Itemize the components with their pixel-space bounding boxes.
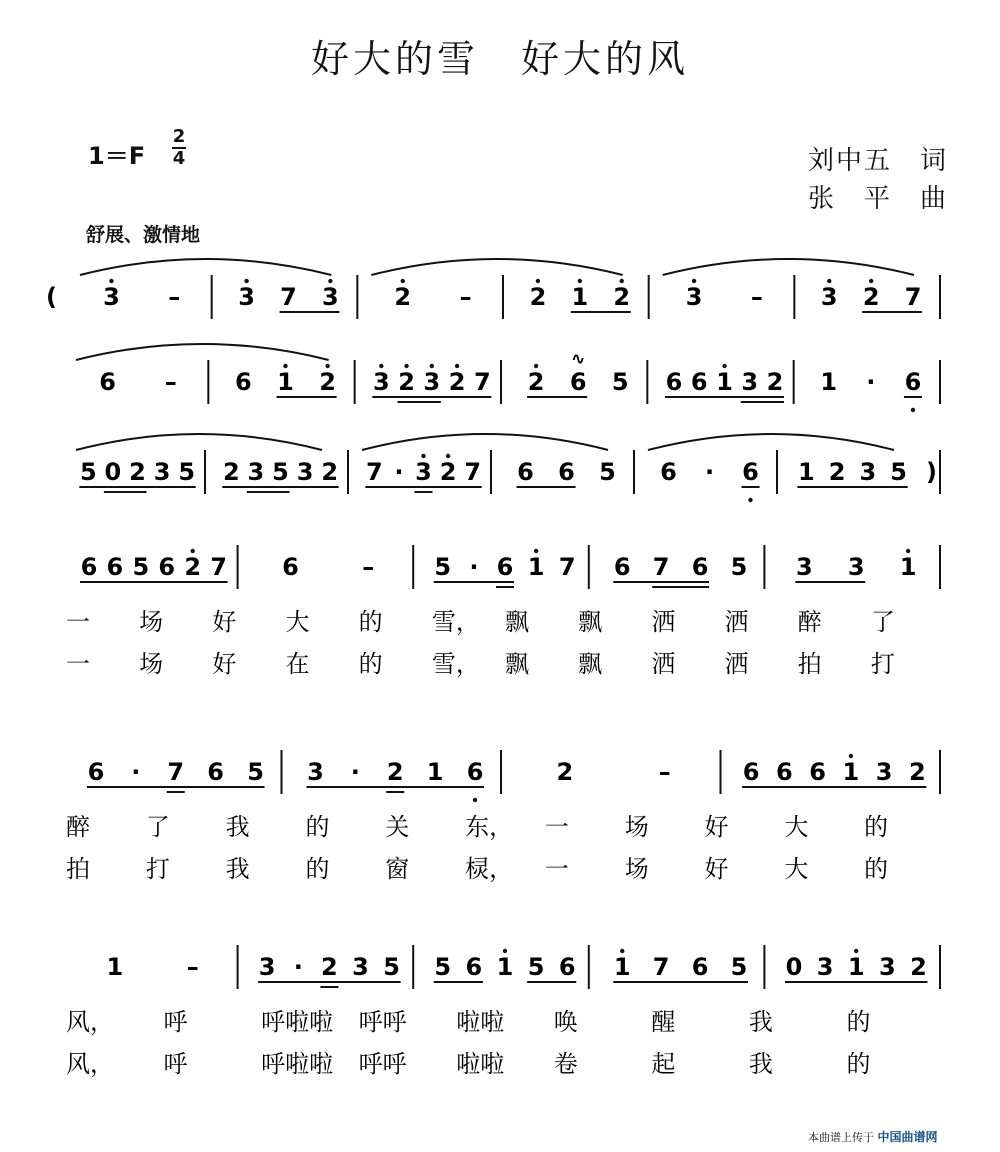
high-octave-dot [430, 364, 434, 368]
time-signature-top: 2 [172, 126, 186, 147]
lyric-syllable: 大 [784, 855, 809, 883]
note: 6 [660, 458, 677, 486]
note: 3 [423, 368, 441, 396]
note: 6 [558, 458, 575, 486]
lyric-syllable: 大 [285, 608, 310, 636]
high-octave-dot [906, 549, 910, 553]
note: 1 [571, 283, 589, 311]
lyric-syllable: 呼 [163, 1050, 188, 1078]
note: 5 [611, 368, 629, 396]
lyric-syllable: 起 [651, 1050, 676, 1078]
lyric-syllable: 的 [846, 1050, 871, 1078]
lyric-syllable: 我 [225, 855, 250, 883]
measure [613, 949, 748, 982]
high-octave-dot [325, 364, 329, 368]
lyric-syllable: 场 [139, 608, 164, 636]
note: 1 [798, 458, 815, 486]
lyric-syllable: 关 [385, 813, 410, 841]
measure [530, 279, 631, 312]
measure [103, 279, 180, 311]
note: 5 [178, 458, 196, 486]
note: 3 [258, 953, 276, 981]
lyric-syllable: 风， [66, 1008, 114, 1036]
lyric-syllable: 呼呼 [358, 1008, 407, 1036]
note: 3 [859, 458, 877, 486]
note: 5 [599, 458, 616, 486]
note: 5 [890, 458, 907, 486]
note: 5 [272, 458, 289, 486]
lyric-syllable: 啦啦 [456, 1050, 505, 1078]
note: 5 [730, 953, 748, 981]
note: 2 [129, 458, 146, 486]
note: 1 [842, 758, 860, 786]
low-octave-dot [473, 798, 477, 802]
note: 2 [398, 368, 415, 396]
note: 3 [820, 283, 838, 311]
note: 2 [910, 953, 927, 981]
measure [785, 949, 927, 982]
measure [80, 549, 228, 582]
note: 5 [527, 953, 545, 981]
note: 6 [613, 553, 631, 581]
note: 3 [816, 953, 834, 981]
high-octave-dot [244, 279, 248, 283]
intro-open-paren: ( [46, 283, 57, 311]
measure [282, 553, 374, 581]
measure [821, 279, 922, 312]
high-octave-dot [578, 279, 582, 283]
note: 3 [795, 553, 813, 581]
note: · [866, 368, 876, 396]
lyric-syllable: 的 [846, 1008, 871, 1036]
footer-text: 本曲谱上传于 [808, 1131, 874, 1144]
note: 1 [847, 953, 865, 981]
high-octave-dot [109, 279, 113, 283]
lyric-syllable: 棂， [465, 855, 514, 883]
note: 7 [210, 553, 227, 581]
high-octave-dot [379, 364, 383, 368]
lyric-syllable: 我 [748, 1050, 773, 1078]
lyric-syllable: 好 [212, 650, 237, 678]
lyric-syllable: 一 [544, 813, 569, 841]
lyric-syllable: 一 [66, 608, 90, 636]
lyric-syllable: 好 [212, 608, 237, 636]
note: 6 [235, 368, 252, 396]
intro-close-paren: ) [926, 458, 937, 486]
lyric-syllable: 唤 [553, 1008, 578, 1036]
note: 3 [247, 458, 265, 486]
note: 0 [785, 953, 803, 981]
dash-extension: – [164, 368, 177, 396]
high-octave-dot [869, 279, 873, 283]
note: 7 [464, 458, 482, 486]
note: 6 [207, 758, 225, 786]
note: 6 [282, 553, 299, 581]
measure [557, 758, 671, 786]
note: · [293, 953, 303, 981]
lyric-syllable: 我 [225, 813, 250, 841]
note: · [131, 758, 141, 786]
lyric-syllable: 风， [66, 1050, 114, 1078]
note: 2 [319, 368, 336, 396]
slur-arc [371, 259, 622, 275]
note: 5 [383, 953, 400, 981]
lyric-syllable: 打 [870, 650, 895, 678]
lyric-syllable: 在 [285, 650, 310, 678]
dash-extension: – [168, 283, 181, 311]
composer-credit: 张 平 曲 [808, 184, 949, 214]
lyric-syllable: 洒 [724, 650, 749, 678]
slur-arc [648, 434, 894, 450]
lyric-syllable: 飘 [505, 650, 529, 678]
note: 6 [690, 368, 708, 396]
high-octave-dot [446, 454, 450, 458]
low-octave-dot [748, 498, 752, 502]
measure [660, 458, 759, 502]
high-octave-dot [620, 279, 624, 283]
song-title: 好大的雪 好大的风 [310, 37, 689, 81]
lyric-syllable: 的 [358, 650, 383, 678]
note: 6 [558, 953, 576, 981]
high-octave-dot [404, 364, 408, 368]
slur-arc [76, 344, 329, 360]
system-5 [66, 750, 940, 883]
lyric-syllable: 洒 [724, 608, 749, 636]
lyricist-credit: 刘中五 词 [808, 146, 949, 176]
measure [372, 364, 491, 402]
note: 2 [828, 458, 846, 486]
note: 7 [474, 368, 491, 396]
lyric-syllable: 洒 [651, 650, 676, 678]
note: 1 [527, 553, 545, 581]
measure [795, 549, 916, 582]
note: 2 [529, 283, 547, 311]
note: 5 [730, 553, 748, 581]
high-octave-dot [534, 549, 538, 553]
measure [797, 458, 907, 487]
measure [79, 458, 195, 492]
note: 2 [448, 368, 466, 396]
dash-extension: – [459, 283, 472, 311]
high-octave-dot [722, 364, 726, 368]
note: 2 [386, 758, 404, 786]
note: 6 [691, 953, 709, 981]
measure [517, 458, 616, 487]
lyric-syllable: 呼呼 [358, 1050, 407, 1078]
lyric-syllable: 场 [139, 650, 164, 678]
note: 6 [465, 953, 483, 981]
measure [434, 949, 576, 982]
measure [742, 754, 926, 787]
high-octave-dot [503, 949, 507, 953]
note: 3 [878, 953, 896, 981]
lyric-syllable: 窗 [385, 855, 410, 883]
note: 2 [222, 458, 240, 486]
note: 6 [517, 458, 534, 486]
measure [394, 279, 471, 311]
note: 7 [365, 458, 383, 486]
note: 7 [652, 553, 670, 581]
note: 3 [322, 283, 339, 311]
high-octave-dot [328, 279, 332, 283]
dash-extension: – [362, 553, 375, 581]
high-octave-dot [534, 364, 538, 368]
system-2 [76, 344, 940, 412]
note: 6 [569, 368, 587, 396]
measure [99, 368, 177, 396]
lyric-syllable: 的 [305, 855, 330, 883]
tempo-marking: 舒展、激情地 [86, 224, 201, 246]
lyric-syllable: 醒 [651, 1008, 676, 1036]
note: 1 [820, 368, 838, 396]
note: 3 [153, 458, 171, 486]
measure [258, 953, 400, 987]
dash-extension: – [186, 953, 199, 981]
lyric-syllable: 飘 [578, 608, 603, 636]
system-4 [66, 545, 940, 678]
note: 5 [79, 458, 97, 486]
lyric-syllable: 我 [748, 1008, 773, 1036]
time-signature-bottom: 4 [172, 148, 186, 169]
note: 6 [80, 553, 98, 581]
high-octave-dot [692, 279, 696, 283]
lyric-syllable: 东， [465, 813, 514, 841]
note: 3 [372, 368, 390, 396]
measure [527, 349, 629, 397]
note: 1 [899, 553, 917, 581]
slur-arc [80, 259, 331, 275]
lyric-syllable: 呼啦啦 [261, 1008, 334, 1036]
note: 2 [184, 553, 202, 581]
lyric-syllable: 好 [704, 855, 729, 883]
note: 7 [652, 953, 670, 981]
measure [87, 758, 265, 792]
note: 3 [296, 458, 314, 486]
high-octave-dot [401, 279, 405, 283]
lyric-syllable: 场 [624, 813, 649, 841]
system-1 [46, 259, 940, 319]
note: · [350, 758, 360, 786]
measure [107, 953, 199, 981]
lyric-syllable: 拍 [797, 650, 822, 678]
ornament-mark: ∿ [571, 349, 585, 368]
measure [686, 279, 763, 311]
note: 1 [613, 953, 631, 981]
note: 6 [106, 553, 124, 581]
measure [222, 458, 338, 492]
note: 1 [716, 368, 733, 396]
note: · [469, 553, 479, 581]
note: 5 [132, 553, 150, 581]
note: 2 [766, 368, 784, 396]
lyric-syllable: 醉 [66, 813, 90, 841]
measure [306, 758, 484, 802]
lyric-syllable: 了 [145, 813, 170, 841]
lyric-syllable: 场 [624, 855, 649, 883]
note: 6 [158, 553, 176, 581]
lyric-syllable: 了 [870, 608, 895, 636]
note: 2 [909, 758, 926, 786]
measure [238, 279, 339, 312]
lyric-syllable: 洒 [651, 608, 676, 636]
note: 3 [685, 283, 703, 311]
note: 6 [809, 758, 826, 786]
lyric-syllable: 一 [66, 650, 90, 678]
dash-extension: – [750, 283, 763, 311]
lyric-syllable: 卷 [553, 1050, 578, 1078]
note: 3 [238, 283, 255, 311]
note: 3 [847, 553, 865, 581]
footer-brand: 中国曲谱网 [877, 1130, 938, 1144]
high-octave-dot [620, 949, 624, 953]
lyric-syllable: 醉 [797, 608, 822, 636]
high-octave-dot [536, 279, 540, 283]
note: 6 [904, 368, 922, 396]
note: 2 [321, 953, 338, 981]
note: 2 [527, 368, 545, 396]
dash-extension: – [658, 758, 671, 786]
note: 5 [434, 553, 452, 581]
note: 2 [613, 283, 631, 311]
measure [665, 364, 784, 402]
note: 6 [99, 368, 116, 396]
lyric-syllable: 拍 [66, 855, 90, 883]
lyric-syllable: 雪， [431, 650, 480, 678]
note: 3 [352, 953, 369, 981]
measure [365, 454, 481, 492]
note: 6 [87, 758, 105, 786]
note: 7 [904, 283, 922, 311]
system-3 [76, 434, 940, 502]
note: 3 [415, 458, 432, 486]
lyric-syllable: 雪， [431, 608, 480, 636]
note: 1 [277, 368, 294, 396]
note: 6 [466, 758, 484, 786]
lyric-syllable: 飘 [505, 608, 529, 636]
lyric-syllable: 的 [305, 813, 330, 841]
lyric-syllable: 打 [145, 855, 170, 883]
note: 3 [103, 283, 120, 311]
lyric-syllable: 的 [864, 855, 889, 883]
high-octave-dot [827, 279, 831, 283]
note: 2 [321, 458, 339, 486]
slur-arc [362, 434, 608, 450]
lyric-syllable: 的 [864, 813, 889, 841]
note: 2 [394, 283, 412, 311]
note: · [394, 458, 404, 486]
high-octave-dot [455, 364, 459, 368]
lyric-syllable: 好 [704, 813, 729, 841]
high-octave-dot [421, 454, 425, 458]
measure [434, 549, 576, 587]
note: 2 [439, 458, 457, 486]
note: 3 [875, 758, 893, 786]
high-octave-dot [849, 754, 853, 758]
high-octave-dot [854, 949, 858, 953]
lyric-syllable: 呼啦啦 [261, 1050, 334, 1078]
note: 1 [496, 953, 514, 981]
note: 6 [496, 553, 514, 581]
note: 1 [426, 758, 444, 786]
measure [613, 553, 747, 587]
note: 6 [742, 758, 760, 786]
note: 6 [776, 758, 793, 786]
note: 2 [862, 283, 880, 311]
note: 6 [665, 368, 683, 396]
measure [820, 368, 922, 412]
note: 2 [556, 758, 574, 786]
slur-arc [663, 259, 914, 275]
footer-credit [808, 1128, 938, 1145]
lyric-syllable: 大 [784, 813, 809, 841]
lyric-syllable: 啦啦 [456, 1008, 505, 1036]
note: 1 [106, 953, 124, 981]
note: 0 [104, 458, 122, 486]
note: 3 [307, 758, 324, 786]
note: 7 [280, 283, 297, 311]
high-octave-dot [283, 364, 287, 368]
note: 5 [247, 758, 264, 786]
slur-arc [76, 434, 322, 450]
key-signature: 1＝F [88, 142, 146, 170]
note: 7 [558, 553, 576, 581]
note: 5 [434, 953, 452, 981]
note: · [704, 458, 715, 486]
lyric-syllable: 呼 [163, 1008, 188, 1036]
measure [235, 364, 337, 397]
system-6 [66, 945, 940, 1078]
high-octave-dot [191, 549, 195, 553]
note: 6 [742, 458, 759, 486]
note: 7 [167, 758, 185, 786]
note: 6 [691, 553, 709, 581]
low-octave-dot [911, 408, 915, 412]
lyric-syllable: 飘 [578, 650, 603, 678]
lyric-syllable: 一 [544, 855, 569, 883]
note: 3 [741, 368, 759, 396]
lyric-syllable: 的 [358, 608, 383, 636]
